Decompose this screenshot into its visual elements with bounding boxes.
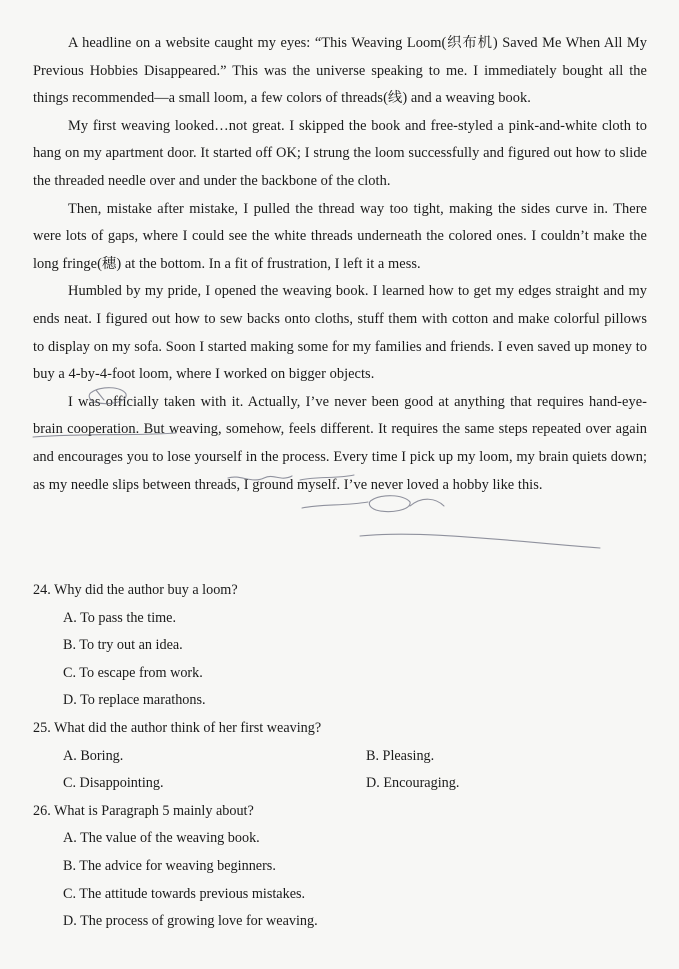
questions-section	[33, 577, 647, 936]
question-24	[33, 577, 647, 715]
question-text: What did the author think of her first weaving?	[54, 719, 322, 736]
option-a: A. The value of the weaving book.	[63, 830, 260, 847]
question-text: Why did the author buy a loom?	[54, 582, 238, 598]
passage-paragraph-5: I was officially taken with it. Actually, I’ve never been good at anything that requires hand-eye-brain cooperation. But weaving, somehow, feels different. It requires the same steps repeated over again and encourages you to lose yourself in the process. Every time I pick up my loom, my brain quiets down; as my needle slips between threads, I ground myself. I’ve never loved a hobby like this.	[33, 393, 647, 493]
question-number: 24.	[33, 582, 51, 598]
option-c: C. Disappointing.	[63, 775, 164, 792]
option-grid	[33, 743, 647, 798]
option-c: C. To escape from work.	[63, 664, 203, 681]
option-d: D. The process of growing love for weaving.	[63, 913, 318, 930]
option-d: D. To replace marathons.	[63, 692, 206, 709]
passage-paragraph-2: My first weaving looked…not great. I skipped the book and free-styled a pink-and-white cloth to hang on my apartment door. It started off OK; I strung the loom successfully and figured out how to slide the threaded needle over and under the backbone of the cloth.	[33, 117, 647, 189]
question-stem	[33, 577, 647, 605]
question-stem	[33, 798, 647, 826]
option-b: B. Pleasing.	[366, 747, 435, 764]
option-a: A. To pass the time.	[63, 609, 177, 626]
question-26	[33, 798, 647, 936]
pencil-strike-needle	[302, 502, 368, 508]
question-text: What is Paragraph 5 mainly about?	[54, 802, 254, 819]
passage-paragraph-3: Then, mistake after mistake, I pulled the thread way too tight, making the sides curve in. There were lots of gaps, where I could see the white threads underneath the colored ones. I couldn’t make the long fringe(穗) at the bottom. In a fit of frustration, I left it a mess.	[33, 200, 647, 272]
option-b: B. To try out an idea.	[63, 637, 183, 654]
passage-paragraph-1: A headline on a website caught my eyes: “This Weaving Loom(织布机) Saved Me When All My Previous Hobbies Disappeared.” This was the universe speaking to me. I immediately bought all the things recommended—a small loom, a few colors of threads(线) and a weaving book.	[33, 35, 647, 107]
pencil-arc-between	[410, 499, 444, 506]
reading-passage	[33, 30, 647, 499]
question-number: 26.	[33, 802, 51, 819]
question-number: 25.	[33, 719, 51, 736]
pencil-faint-sweep	[360, 534, 600, 548]
option-a: A. Boring.	[63, 747, 124, 764]
option-d: D. Encouraging.	[366, 775, 460, 792]
passage-paragraph-4: Humbled by my pride, I opened the weaving book. I learned how to get my edges straight and my ends neat. I figured out how to sew backs onto cloths, stuff them with cotton and make colorful pillows to display on my sofa. Soon I started making some for my families and friends. I even saved up money to buy a 4-by-4-foot loom, where I worked on bigger objects.	[33, 283, 647, 383]
question-25	[33, 715, 647, 798]
option-b: B. The advice for weaving beginners.	[63, 857, 276, 874]
option-c: C. The attitude towards previous mistakes.	[63, 885, 306, 902]
question-stem	[33, 715, 647, 743]
